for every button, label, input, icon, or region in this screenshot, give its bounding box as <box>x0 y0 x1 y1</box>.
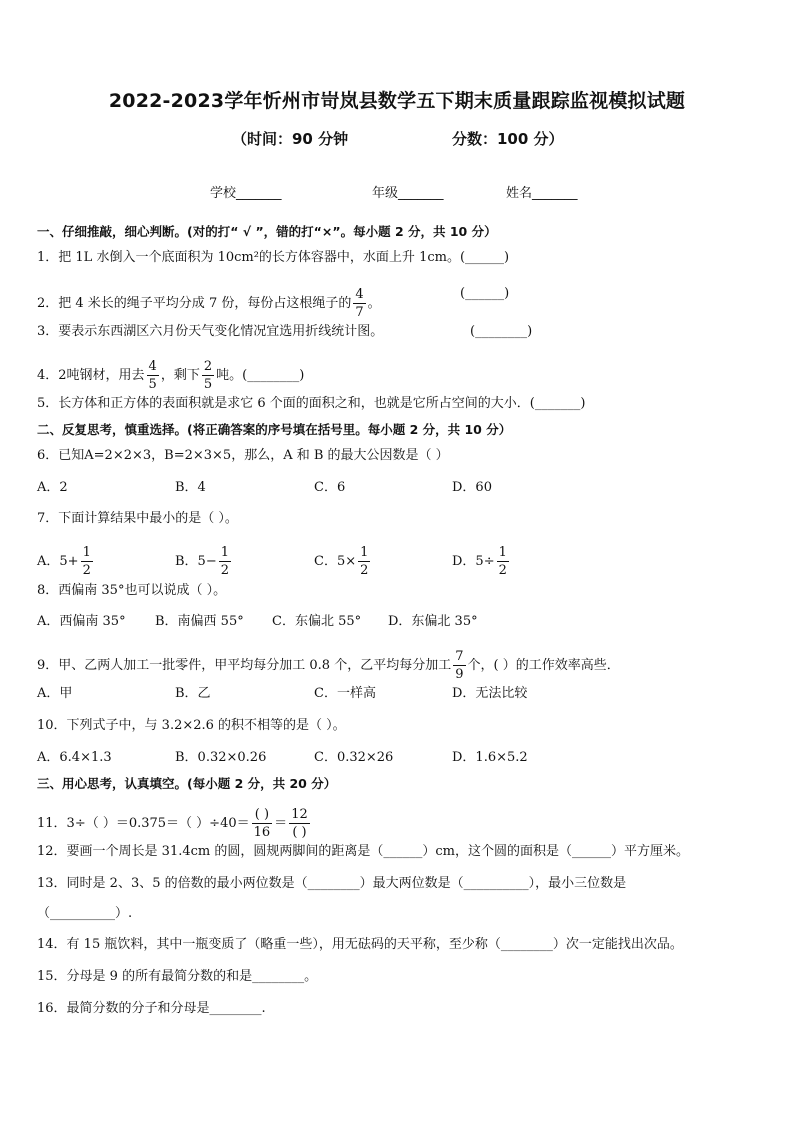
question-9-text: 9．甲、乙两人加工一批零件，甲平均每分加工 0.8 个，乙平均每分加工 <box>37 658 452 673</box>
question-4-text-2: ，剩下 <box>160 368 200 383</box>
school-field: 学校_______ <box>210 186 282 201</box>
option-text: D．5÷ <box>452 554 495 569</box>
question-9-option-d: D．无法比较 <box>452 686 528 701</box>
fraction-denominator: 16 <box>253 825 271 840</box>
question-7-option-b <box>175 544 233 579</box>
fraction <box>252 806 273 841</box>
fraction-numerator: 1 <box>82 545 91 560</box>
question-11 <box>37 806 312 841</box>
option-text: B．5− <box>175 554 217 569</box>
question-2-answer-blank: (______) <box>460 286 510 301</box>
fraction-denominator: 5 <box>203 377 213 392</box>
fraction-numerator: 1 <box>220 545 229 560</box>
question-9-option-c: C．一样高 <box>314 686 376 701</box>
question-9-text-2: 个，( ）的工作效率高些． <box>467 658 620 673</box>
section-2-heading: 二、反复思考，慎重选择。(将正确答案的序号填在括号里。每小题 2 分，共 10 分） <box>37 422 512 437</box>
fraction <box>358 544 370 579</box>
question-4-text-3: 吨。(________) <box>216 368 305 383</box>
option-text: A．5+ <box>37 554 79 569</box>
grade-field: 年级_______ <box>372 186 444 201</box>
question-2-text: 2．把 4 米长的绳子平均分成 7 份，每份占这根绳子的 <box>37 296 352 311</box>
fraction <box>289 806 310 841</box>
fraction-denominator: ( ) <box>292 825 307 840</box>
question-14: 14．有 15 瓶饮料，其中一瓶变质了（略重一些），用无砝码的天平称，至少称（________）次一定能找出次品。 <box>37 937 683 952</box>
fraction <box>497 544 509 579</box>
fraction <box>353 286 365 321</box>
question-15: 15．分母是 9 的所有最简分数的和是________。 <box>37 969 318 984</box>
question-6: 6．已知A=2×2×3，B=2×3×5，那么，A 和 B 的最大公因数是（ ） <box>37 448 449 463</box>
question-13: 13．同时是 2、3、5 的倍数的最小两位数是（________）最大两位数是（__________），最小三位数是 <box>37 876 627 891</box>
question-16: 16．最简分数的分子和分母是________. <box>37 1001 266 1016</box>
option-text: C．5× <box>314 554 357 569</box>
question-6-option-a: A．2 <box>37 480 68 495</box>
exam-score: 分数：100 分） <box>452 130 564 148</box>
question-7-option-d <box>452 544 511 579</box>
question-9-option-b: B．乙 <box>175 686 211 701</box>
question-8-option-b: B．南偏西 55° <box>155 614 244 629</box>
fraction <box>81 544 93 579</box>
question-8-option-c: C．东偏北 55° <box>272 614 362 629</box>
exam-title: 2022-2023学年忻州市岢岚县数学五下期末质量跟踪监视模拟试题 <box>108 90 686 112</box>
fraction-denominator: 2 <box>360 563 369 578</box>
equals-sign: ＝ <box>274 816 288 831</box>
question-4-text: 4．2吨钢材，用去 <box>37 368 145 383</box>
question-6-option-d: D．60 <box>452 480 492 495</box>
question-9 <box>37 648 620 683</box>
fraction-numerator: 1 <box>498 545 507 560</box>
question-10-option-d: D．1.6×5.2 <box>452 750 528 765</box>
question-10: 10．下列式子中，与 3.2×2.6 的积不相等的是（ ）。 <box>37 718 346 733</box>
name-field: 姓名_______ <box>506 186 578 201</box>
question-4 <box>37 358 304 393</box>
fraction-denominator: 9 <box>455 667 464 682</box>
fraction-denominator: 7 <box>355 305 364 320</box>
question-10-option-a: A．6.4×1.3 <box>37 750 112 765</box>
question-3-answer-blank: (________) <box>470 324 533 339</box>
question-9-option-a: A．甲 <box>37 686 73 701</box>
fraction-numerator: 1 <box>360 545 369 560</box>
fraction-numerator: 12 <box>291 807 308 822</box>
fraction-denominator: 2 <box>82 563 91 578</box>
question-8: 8．西偏南 35°也可以说成（ ）。 <box>37 583 227 598</box>
question-11-text: 11．3÷（ ）＝0.375＝（ ）÷40＝ <box>37 816 250 831</box>
question-8-option-a: A．西偏南 35° <box>37 614 126 629</box>
exam-time: （时间：90 分钟 <box>232 130 349 148</box>
question-7-option-c <box>314 544 372 579</box>
question-3: 3．要表示东西湖区六月份天气变化情况宜选用折线统计图。 <box>37 324 384 339</box>
fraction <box>147 358 159 393</box>
section-3-heading: 三、用心思考，认真填空。(每小题 2 分，共 20 分） <box>37 776 337 791</box>
fraction <box>219 544 231 579</box>
question-10-option-b: B．0.32×0.26 <box>175 750 267 765</box>
question-6-option-b: B．4 <box>175 480 206 495</box>
fraction <box>202 358 214 393</box>
question-2-end: 。 <box>367 296 381 311</box>
question-10-option-c: C．0.32×26 <box>314 750 394 765</box>
fraction-numerator: 7 <box>455 649 464 664</box>
question-7: 7．下面计算结果中最小的是（ ）。 <box>37 511 238 526</box>
question-6-option-c: C．6 <box>314 480 346 495</box>
question-7-option-a <box>37 544 95 579</box>
question-8-option-d: D．东偏北 35° <box>388 614 478 629</box>
fraction <box>453 648 465 683</box>
fraction-denominator: 5 <box>148 377 157 392</box>
fraction-numerator: 2 <box>203 359 213 374</box>
question-1: 1．把 1L 水倒入一个底面积为 10cm²的长方体容器中，水面上升 1cm。(______) <box>37 250 510 265</box>
fraction-denominator: 2 <box>220 563 229 578</box>
question-12: 12．要画一个周长是 31.4cm 的圆，圆规两脚间的距离是（______）cm，这个圆的面积是（______）平方厘米。 <box>37 844 689 859</box>
fraction-denominator: 2 <box>498 563 507 578</box>
section-1-heading: 一、仔细推敲，细心判断。(对的打“ √ ”，错的打“×”。每小题 2 分，共 10 分） <box>37 224 497 239</box>
question-13-continued: （__________）. <box>37 906 133 921</box>
fraction-numerator: 4 <box>355 287 364 302</box>
fraction-numerator: 4 <box>148 359 157 374</box>
question-2 <box>37 286 381 321</box>
fraction-numerator: ( ) <box>252 806 273 824</box>
question-5: 5．长方体和正方体的表面积就是求它 6 个面的面积之和，也就是它所占空间的大小．(_______) <box>37 396 586 411</box>
